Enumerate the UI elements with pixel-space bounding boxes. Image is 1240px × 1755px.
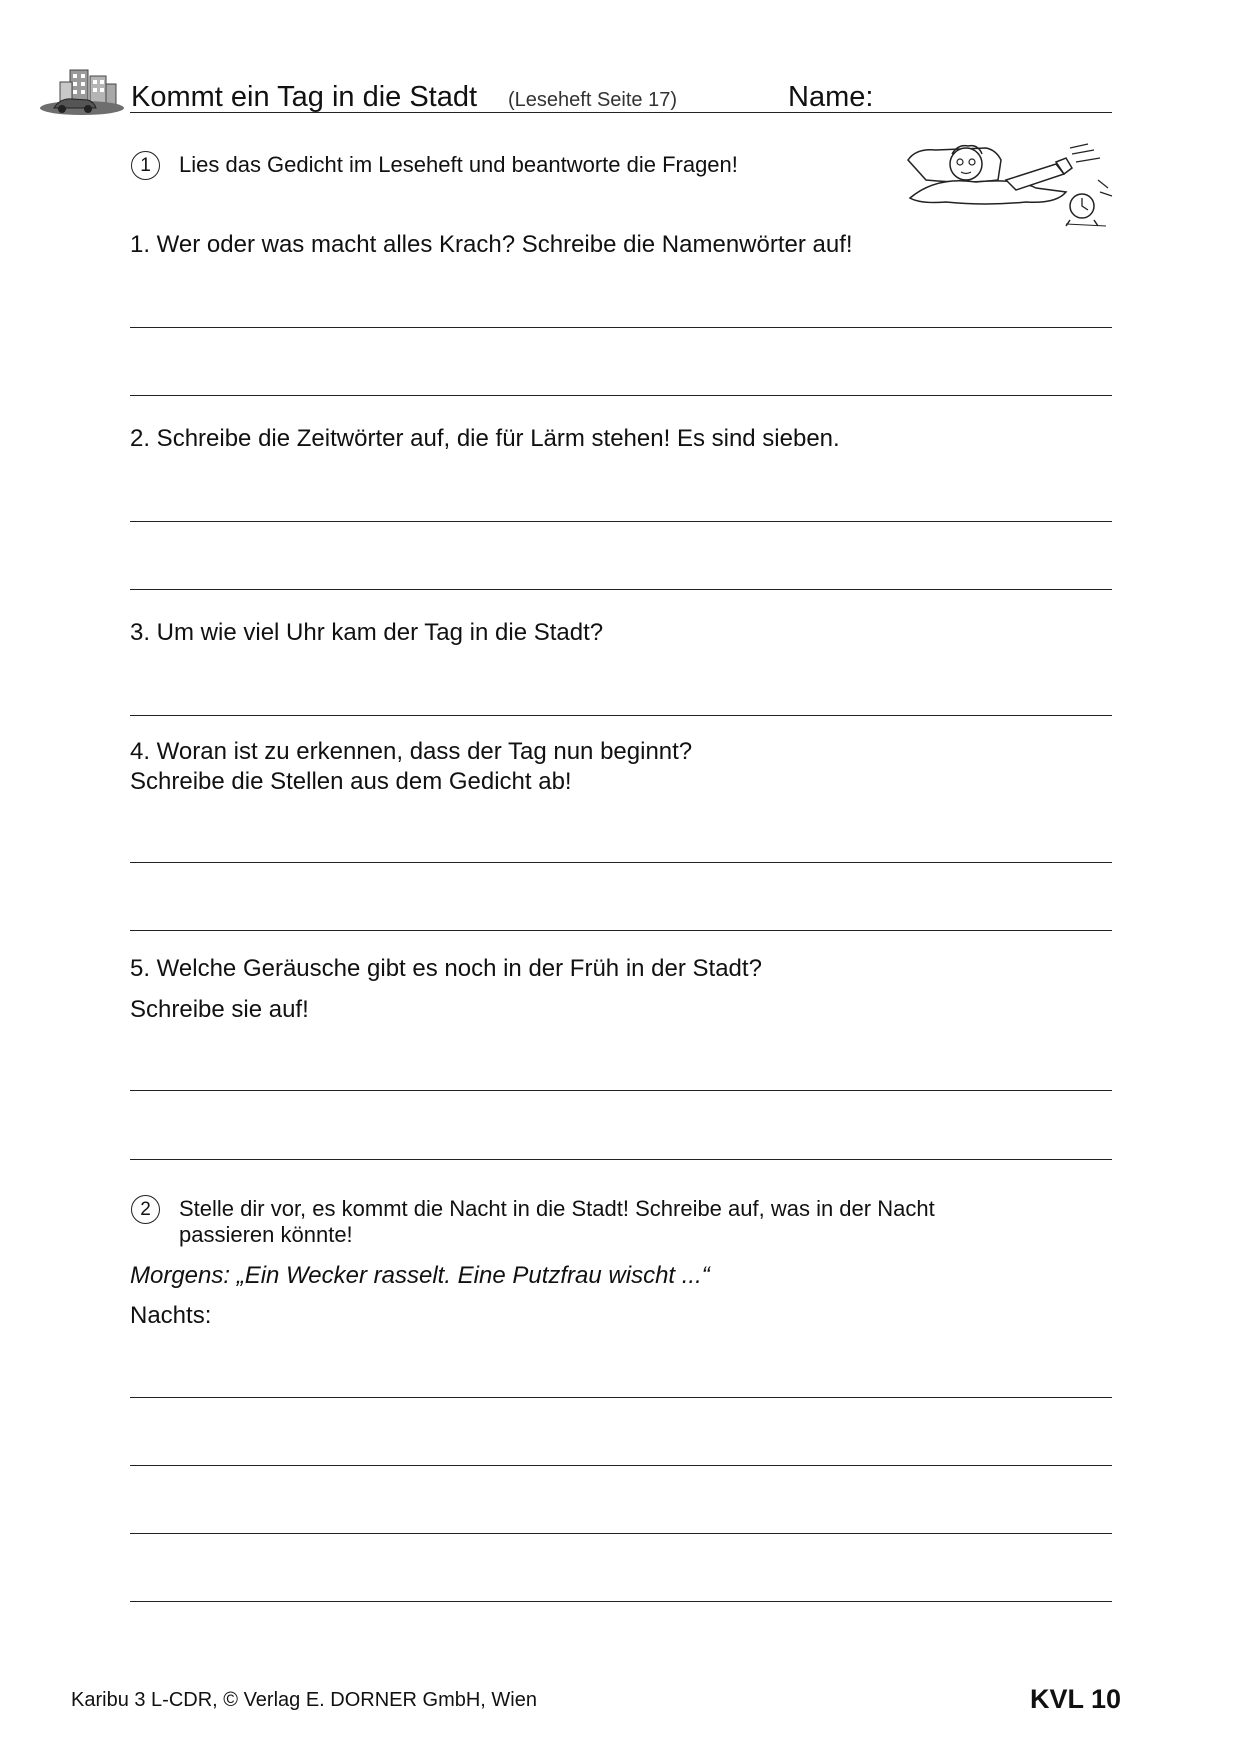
source-reference: (Leseheft Seite 17): [508, 89, 677, 111]
answer-line[interactable]: [130, 1601, 1112, 1602]
name-label: Name:: [788, 81, 874, 113]
footer-copyright: Karibu 3 L-CDR, © Verlag E. DORNER GmbH, Wien: [71, 1689, 537, 1711]
answer-line[interactable]: [130, 1465, 1112, 1466]
question-3: 3. Um wie viel Uhr kam der Tag in die Stadt?: [130, 619, 604, 646]
answer-line[interactable]: [130, 1090, 1112, 1091]
question-5-line-2: Schreibe sie auf!: [130, 996, 309, 1023]
sleeping-child-alarm-icon: [906, 140, 1116, 232]
answer-line[interactable]: [130, 327, 1112, 328]
task2-instruction-line-2: passieren könnte!: [179, 1222, 353, 1247]
question-4-line-1: 4. Woran ist zu erkennen, dass der Tag nun beginnt?: [130, 738, 693, 765]
question-2: 2. Schreibe die Zeitwörter auf, die für Lärm stehen! Es sind sieben.: [130, 425, 840, 452]
answer-line[interactable]: [130, 395, 1112, 396]
page-title: Kommt ein Tag in die Stadt: [131, 81, 478, 113]
task-number-1: 1: [131, 151, 160, 180]
answer-line[interactable]: [130, 1533, 1112, 1534]
question-5-line-1: 5. Welche Geräusche gibt es noch in der Früh in der Stadt?: [130, 955, 762, 982]
answer-line[interactable]: [130, 1397, 1112, 1398]
answer-line[interactable]: [130, 930, 1112, 931]
header-underline: [130, 112, 1112, 113]
question-4-line-2: Schreibe die Stellen aus dem Gedicht ab!: [130, 768, 572, 795]
answer-line[interactable]: [130, 715, 1112, 716]
footer-code: KVL 10: [1030, 1684, 1122, 1714]
answer-line[interactable]: [130, 589, 1112, 590]
question-1: 1. Wer oder was macht alles Krach? Schreibe die Namenwörter auf!: [130, 231, 853, 258]
task-number-2: 2: [131, 1195, 160, 1224]
answer-line[interactable]: [130, 521, 1112, 522]
task1-instruction: Lies das Gedicht im Leseheft und beantworte die Fragen!: [179, 152, 738, 177]
nachts-label: Nachts:: [130, 1302, 212, 1329]
answer-line[interactable]: [130, 862, 1112, 863]
city-logo-icon: [40, 64, 130, 116]
task2-instruction-line-1: Stelle dir vor, es kommt die Nacht in die Stadt! Schreibe auf, was in der Nacht: [179, 1196, 935, 1221]
task2-example: Morgens: „Ein Wecker rasselt. Eine Putzfrau wischt ...“: [130, 1262, 710, 1289]
answer-line[interactable]: [130, 1159, 1112, 1160]
